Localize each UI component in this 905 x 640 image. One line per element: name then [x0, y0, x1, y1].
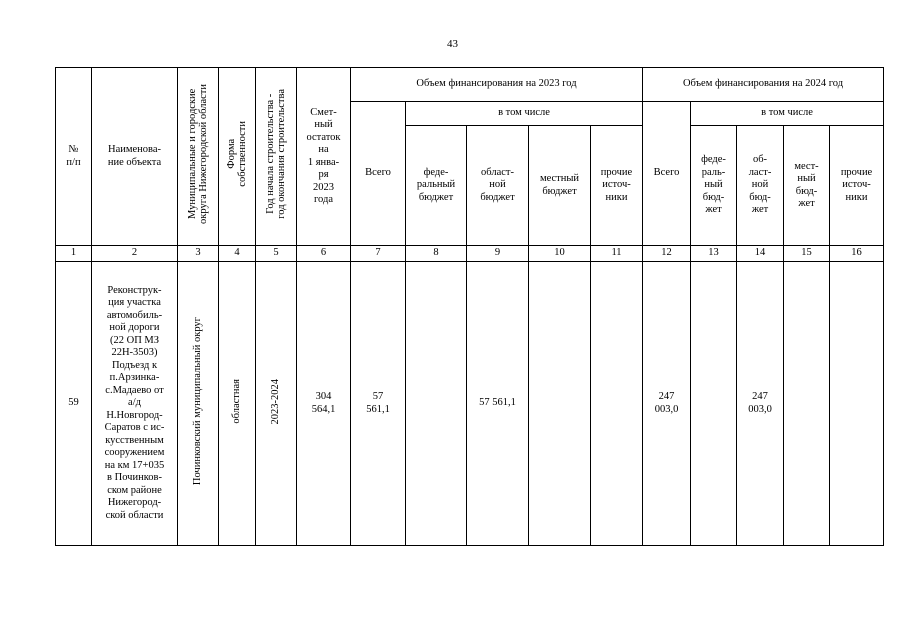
header-local-2023: местный бюджет [529, 126, 591, 246]
regional-2024: 247 003,0 [737, 262, 784, 546]
column-number: 14 [737, 246, 784, 262]
header-ownership-cell [219, 68, 256, 246]
estimate-balance: 304 564,1 [297, 262, 351, 546]
header-years: Год начала строительства - год окончания строительства [265, 89, 287, 220]
header-including-2024: в том числе [691, 102, 884, 126]
column-number: 16 [830, 246, 884, 262]
federal-2023 [406, 262, 467, 546]
header-financing-2024: Объем финансирования на 2024 год [643, 68, 884, 102]
header-other-2023: прочие источ- ники [591, 126, 643, 246]
column-number: 6 [297, 246, 351, 262]
other-2024 [830, 262, 884, 546]
column-number-row [56, 246, 884, 262]
total-2023: 57 561,1 [351, 262, 406, 546]
header-regional-2023: област- ной бюджет [467, 126, 529, 246]
local-2024 [784, 262, 830, 546]
header-municipality: Муниципальные и городские округа Нижегородской области [187, 84, 209, 225]
header-regional-2024: об- ласт- ной бюд- жет [737, 126, 784, 246]
other-2023 [591, 262, 643, 546]
header-number: № п/п [56, 68, 92, 246]
municipality: Починковский муниципальный округ [192, 317, 203, 486]
header-years-cell [256, 68, 297, 246]
header-ownership: Форма собственности [226, 121, 248, 188]
column-number: 9 [467, 246, 529, 262]
header-total-2023: Всего [351, 102, 406, 246]
page-number: 43 [447, 38, 458, 50]
table-row [56, 262, 884, 546]
column-number: 15 [784, 246, 830, 262]
header-financing-2023: Объем финансирования на 2023 год [351, 68, 643, 102]
total-2024: 247 003,0 [643, 262, 691, 546]
column-number: 8 [406, 246, 467, 262]
header-local-2024: мест- ный бюд- жет [784, 126, 830, 246]
header-federal-2024: феде- раль- ный бюд- жет [691, 126, 737, 246]
column-number: 10 [529, 246, 591, 262]
header-municipality-cell [178, 68, 219, 246]
municipality-cell [178, 262, 219, 546]
ownership: областная [231, 378, 242, 424]
regional-2023: 57 561,1 [467, 262, 529, 546]
construction-years: 2023-2024 [270, 378, 281, 424]
header-federal-2023: феде- ральный бюджет [406, 126, 467, 246]
column-number: 12 [643, 246, 691, 262]
column-number: 11 [591, 246, 643, 262]
object-name: Реконструк- ция участка автомобиль- ной дороги (22 ОП МЗ 22Н-3503) Подъезд к п.Арзинка- с.Мадаево от а/д Н.Новгород- Саратов с ис- кусственным сооружением на км 17+035 в Починков- ском районе Нижегород- ской области [92, 262, 178, 546]
column-number: 2 [92, 246, 178, 262]
column-number: 4 [219, 246, 256, 262]
column-number: 13 [691, 246, 737, 262]
column-number: 1 [56, 246, 92, 262]
header-object-name: Наименова- ние объекта [92, 68, 178, 246]
row-number: 59 [56, 262, 92, 546]
financing-table [55, 67, 884, 546]
ownership-cell [219, 262, 256, 546]
column-number: 3 [178, 246, 219, 262]
header-estimate-balance: Смет- ный остаток на 1 янва- ря 2023 года [297, 68, 351, 246]
header-other-2024: прочие источ- ники [830, 126, 884, 246]
header-total-2024: Всего [643, 102, 691, 246]
column-number: 7 [351, 246, 406, 262]
federal-2024 [691, 262, 737, 546]
column-number: 5 [256, 246, 297, 262]
years-cell [256, 262, 297, 546]
local-2023 [529, 262, 591, 546]
header-including-2023: в том числе [406, 102, 643, 126]
